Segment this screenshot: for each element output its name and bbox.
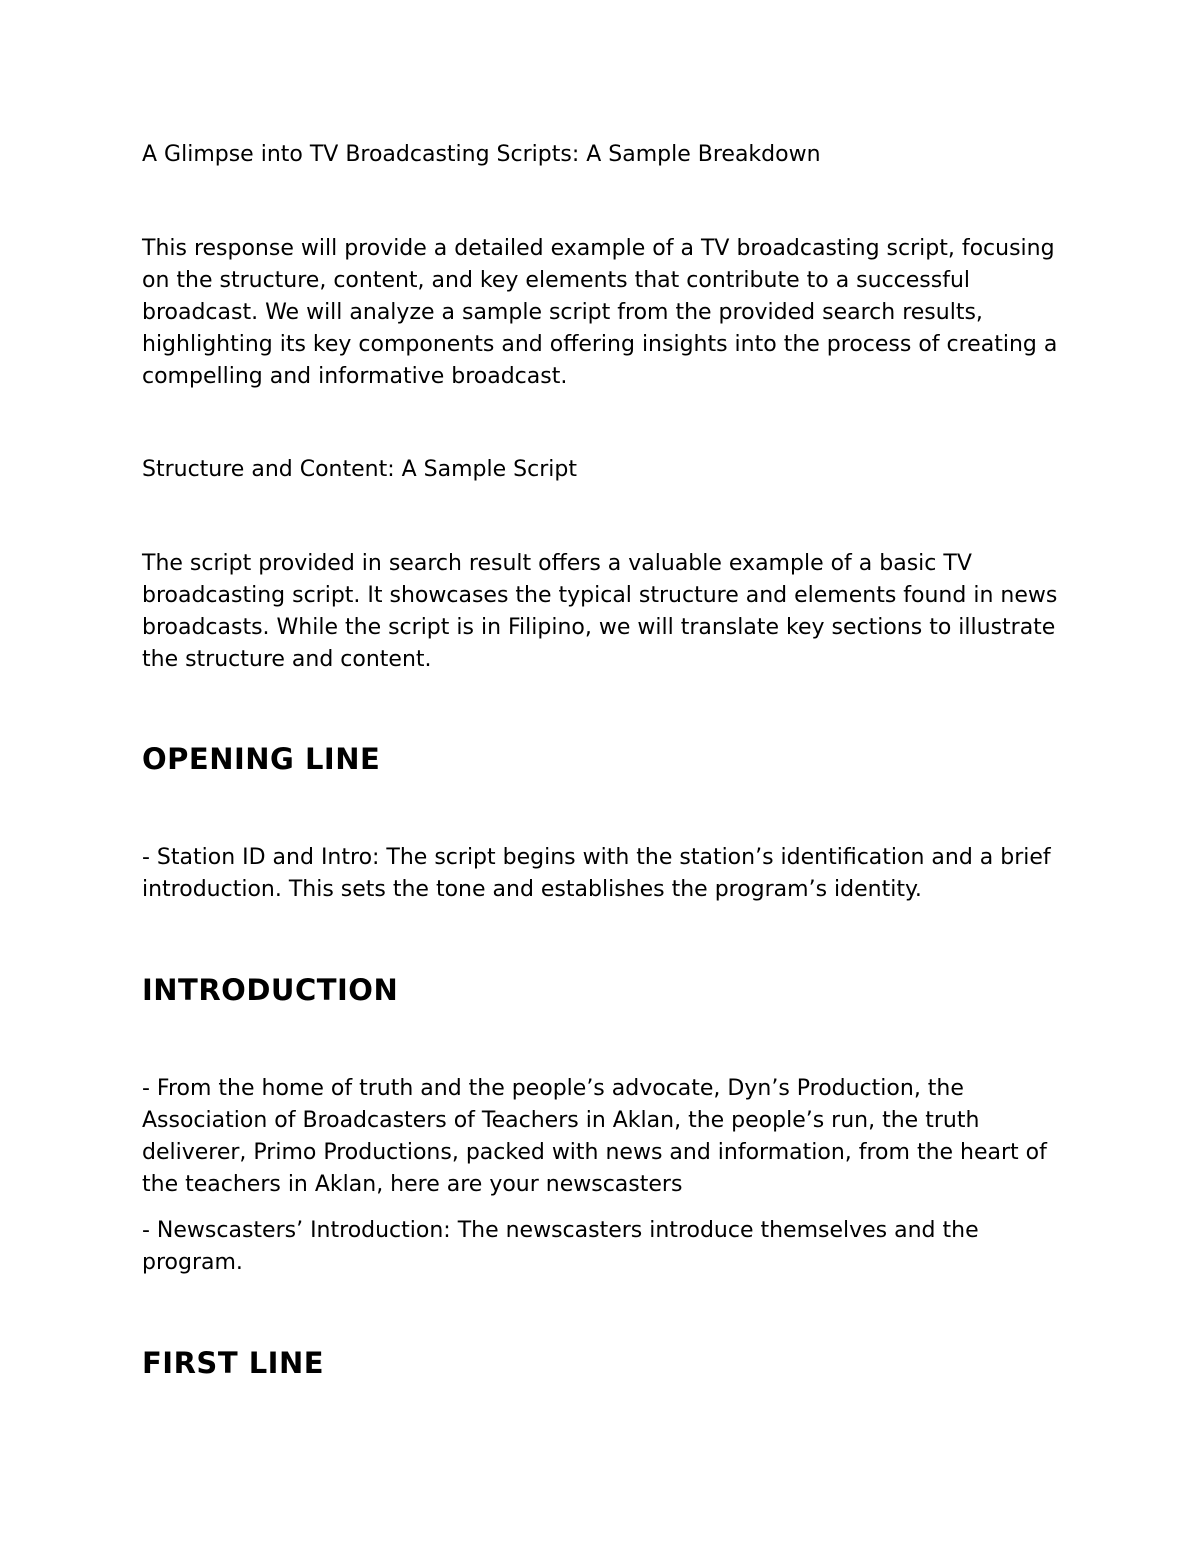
section-paragraph: The script provided in search result offers a valuable example of a basic TV broadcasting script. It showcases the typical structure and elements found in news broadcasts. While the script is in Filipino, we will translate key sections to illustrate the structure and content. <box>142 551 1058 672</box>
first-line-heading: FIRST LINE <box>142 1346 325 1380</box>
introduction-item: - Newscasters’ Introduction: The newscasters introduce themselves and the program. <box>142 1218 979 1275</box>
intro-paragraph: This response will provide a detailed example of a TV broadcasting script, focusing on the structure, content, and key elements that contribute to a successful broadcast. We will analyze a sample script from the provided search results, highlighting its key components and offering insights into the process of creating a compelling and informative broadcast. <box>142 236 1058 389</box>
section-heading: Structure and Content: A Sample Script <box>142 457 577 482</box>
document-title: A Glimpse into TV Broadcasting Scripts: A Sample Breakdown <box>142 142 821 167</box>
introduction-item: - From the home of truth and the people’s advocate, Dyn’s Production, the Association of Broadcasters of Teachers in Aklan, the people’s run, the truth deliverer, Primo Productions, packed with news and information, from the heart of the teachers in Aklan, here are your newscasters <box>142 1076 1047 1197</box>
opening-line-item: - Station ID and Intro: The script begins with the station’s identification and a brief introduction. This sets the tone and establishes the program’s identity. <box>142 845 1051 902</box>
opening-line-heading: OPENING LINE <box>142 742 381 776</box>
introduction-heading: INTRODUCTION <box>142 973 399 1007</box>
